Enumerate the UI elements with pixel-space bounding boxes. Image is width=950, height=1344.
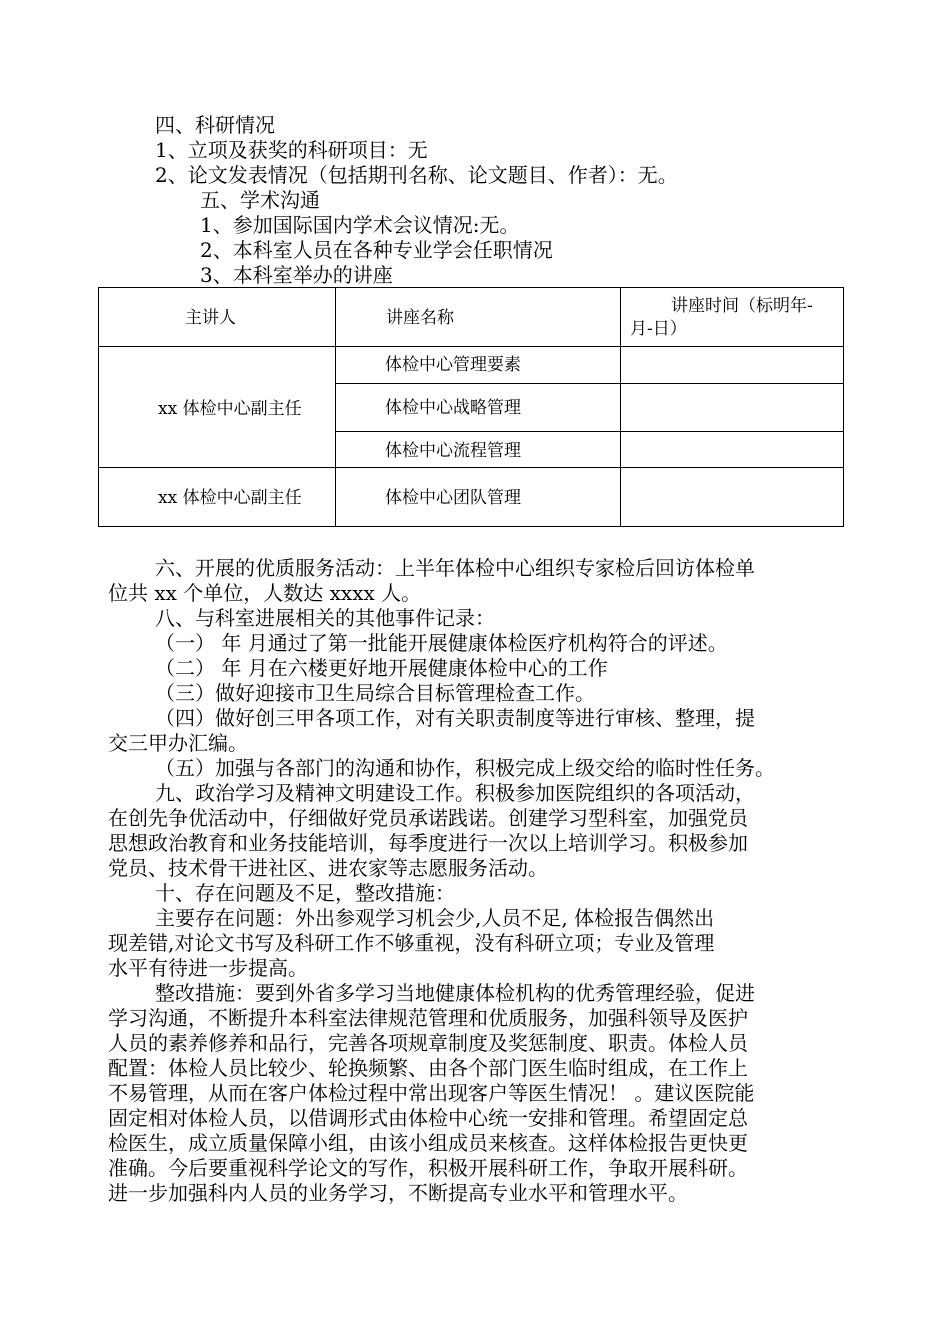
header-lecture-time: 讲座时间（标明年- (671, 296, 813, 316)
table-border-top (98, 287, 844, 288)
header-lecture-name: 讲座名称 (386, 308, 454, 328)
table-header-divider (98, 346, 844, 347)
problems-line-1: 主要存在问题：外出参观学习机会少,人员不足, 体检报告偶然出 (155, 906, 715, 930)
table-border-right (843, 287, 844, 527)
section-8-item-5: （五）加强与各部门的沟通和协作，积极完成上级交给的临时性任务。 (155, 756, 775, 780)
table-border-left (98, 287, 99, 527)
lecture-name-cell: 体检中心流程管理 (385, 441, 521, 461)
table-border-bottom (98, 526, 844, 527)
section-6-line-1: 六、开展的优质服务活动：上半年体检中心组织专家检后回访体检单 (155, 556, 755, 580)
table-row-divider (335, 383, 844, 384)
section-8-item-2: （二） 年 月在六楼更好地开展健康体检中心的工作 (155, 656, 608, 680)
measures-line-3: 人员的素养修养和品行，完善各项规章制度及奖惩制度、职责。体检人员 (108, 1031, 748, 1055)
section-8-item-1: （一） 年 月通过了第一批能开展健康体检医疗机构符合的评述。 (155, 631, 728, 655)
table-row-divider (98, 467, 844, 468)
section-10-heading: 十、存在问题及不足，整改措施： (155, 881, 455, 905)
measures-line-5: 不易管理，从而在客户体检过程中常出现客户等医生情况！ 。建议医院能 (108, 1081, 755, 1105)
section-4-item-1: 1、立项及获奖的科研项目：无 (155, 138, 428, 162)
section-9-line-1: 九、政治学习及精神文明建设工作。积极参加医院组织的各项活动， (155, 781, 755, 805)
lecture-name-cell: 体检中心管理要素 (385, 355, 521, 375)
section-8-item-4: （四）做好创三甲各项工作，对有关职责制度等进行审核、整理，提 (155, 706, 755, 730)
section-9-line-3: 思想政治教育和业务技能培训，每季度进行一次以上培训学习。积极参加 (108, 831, 748, 855)
section-5-item-3: 3、本科室举办的讲座 (200, 263, 393, 287)
measures-line-2: 学习沟通，不断提升本科室法律规范管理和优质服务，加强科领导及医护 (108, 1006, 748, 1030)
section-4-heading: 四、科研情况 (155, 113, 275, 137)
table-column-divider (620, 287, 621, 527)
problems-line-2: 现差错,对论文书写及科研工作不够重视，没有科研立项；专业及管理 (108, 931, 715, 955)
section-8-heading: 八、与科室进展相关的其他事件记录： (155, 606, 495, 630)
section-5-item-2: 2、本科室人员在各种专业学会任职情况 (200, 238, 553, 262)
lecture-table (98, 287, 844, 527)
header-speaker: 主讲人 (185, 308, 236, 328)
speaker-cell: xx 体检中心副主任 (158, 488, 302, 508)
section-8-item-3: （三）做好迎接市卫生局综合目标管理检查工作。 (155, 681, 595, 705)
measures-line-7: 检医生，成立质量保障小组，由该小组成员来核查。这样体检报告更快更 (108, 1131, 748, 1155)
table-column-divider (335, 287, 336, 527)
section-5-item-1: 1、参加国际国内学术会议情况:无。 (200, 213, 520, 237)
problems-line-3: 水平有待进一步提高。 (108, 956, 308, 980)
measures-line-4: 配置：体检人员比较少、轮换频繁、由各个部门医生临时组成，在工作上 (108, 1056, 748, 1080)
lecture-name-cell: 体检中心团队管理 (385, 488, 521, 508)
speaker-cell: xx 体检中心副主任 (158, 399, 302, 419)
measures-line-1: 整改措施：要到外省多学习当地健康体检机构的优秀管理经验，促进 (155, 981, 755, 1005)
section-9-line-4: 党员、技术骨干进社区、进农家等志愿服务活动。 (108, 856, 548, 880)
section-9-line-2: 在创先争优活动中，仔细做好党员承诺践诺。创建学习型科室，加强党员 (108, 806, 748, 830)
measures-line-9: 进一步加强科内人员的业务学习，不断提高专业水平和管理水平。 (108, 1181, 688, 1205)
lecture-name-cell: 体检中心战略管理 (385, 398, 521, 418)
header-lecture-time-cont: 月-日） (630, 319, 687, 339)
section-6-line-2: 位共 xx 个单位，人数达 xxxx 人。 (108, 581, 422, 605)
section-4-item-2: 2、论文发表情况（包括期刊名称、论文题目、作者）：无。 (155, 163, 678, 187)
measures-line-6: 固定相对体检人员，以借调形式由体检中心统一安排和管理。希望固定总 (108, 1106, 748, 1130)
measures-line-8: 准确。今后要重视科学论文的写作，积极开展科研工作，争取开展科研。 (108, 1156, 748, 1180)
section-5-heading: 五、学术沟通 (200, 188, 320, 212)
table-row-divider (335, 431, 844, 432)
section-8-item-4-cont: 交三甲办汇编。 (108, 731, 248, 755)
